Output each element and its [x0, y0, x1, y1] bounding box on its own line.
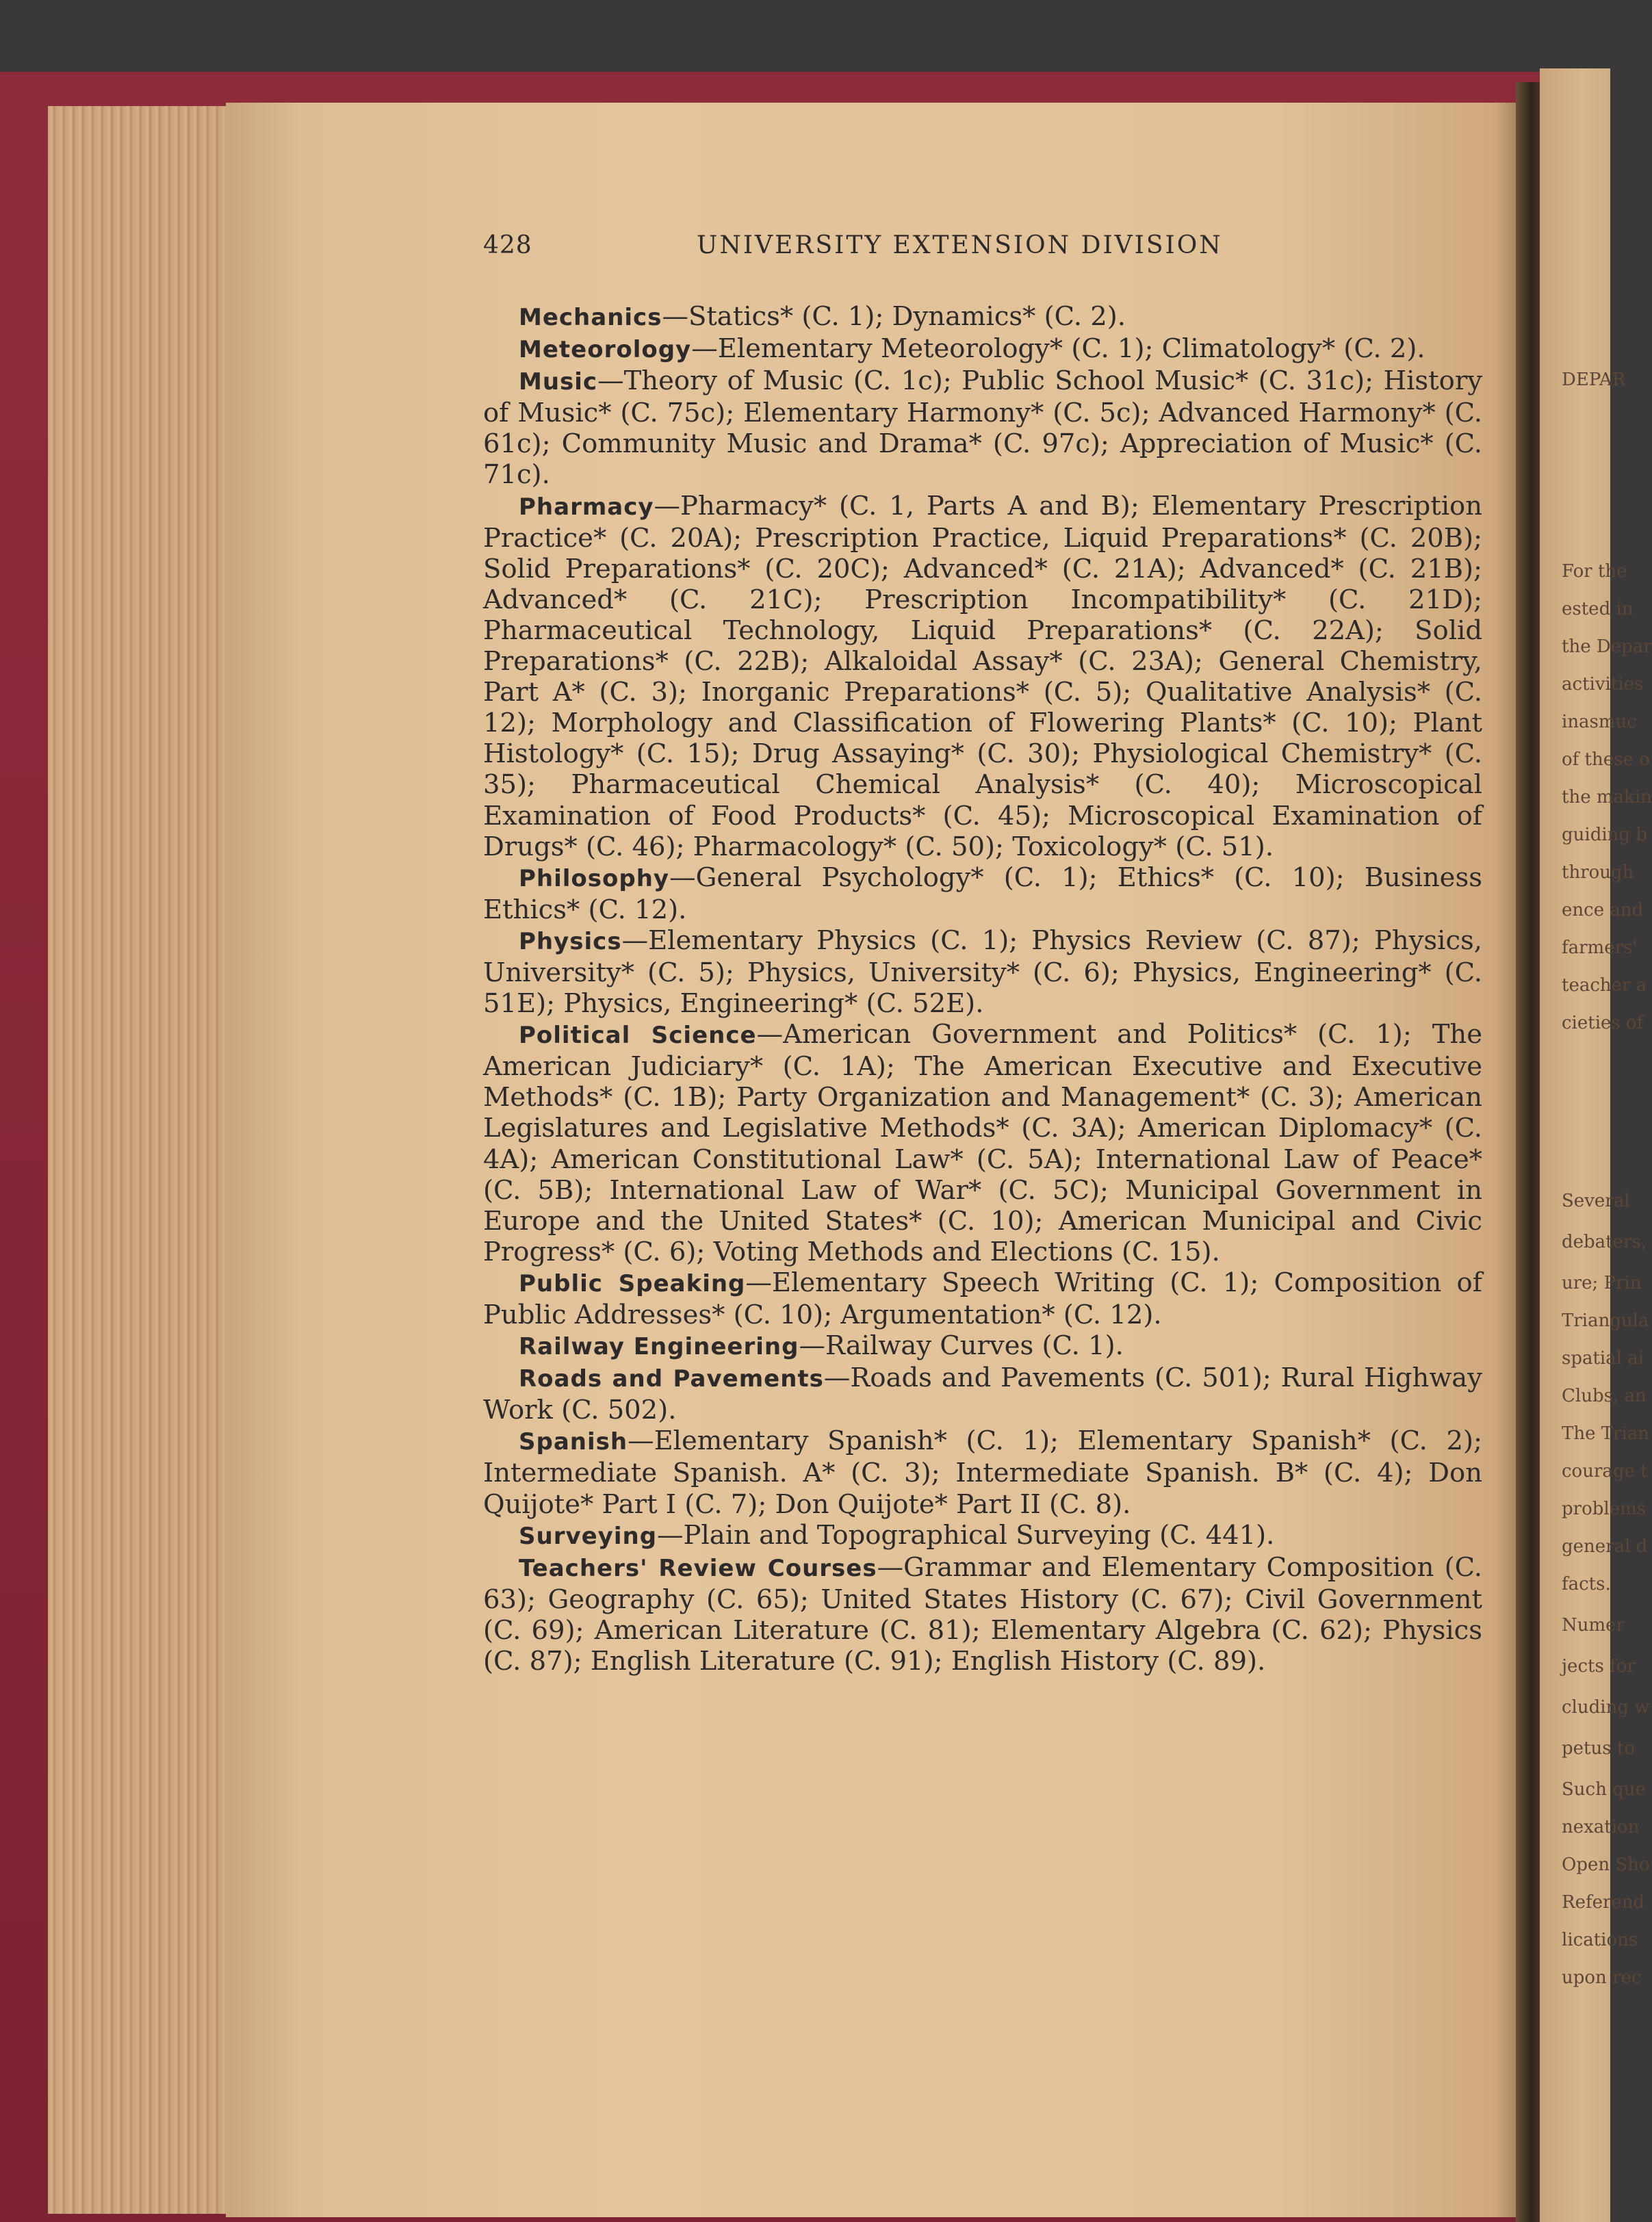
course-entry [483, 491, 1482, 862]
facing-page-fragment: Clubs, an [1562, 1386, 1647, 1406]
facing-page [1540, 68, 1652, 2222]
subject-heading: Spanish [519, 1428, 628, 1456]
facing-page-fragment: debaters, [1562, 1232, 1647, 1252]
facing-page-fragment: spatial ai [1562, 1348, 1644, 1369]
subject-heading: Mechanics [519, 304, 662, 331]
course-entry [483, 301, 1482, 333]
subject-heading: Teachers' Review Courses [519, 1554, 877, 1582]
subject-heading: Public Speaking [519, 1269, 746, 1297]
facing-page-fragment: cieties of [1562, 1013, 1644, 1033]
facing-page-fragment: courage t [1562, 1461, 1648, 1482]
course-entry [483, 925, 1482, 1019]
facing-page-fragment: problems [1562, 1499, 1647, 1519]
course-list: —Statics* (C. 1); Dynamics* (C. 2). [662, 301, 1126, 332]
facing-page-fragment: ested in [1562, 599, 1634, 619]
course-list: —Elementary Meteorology* (C. 1); Climatology* (C. 2). [691, 333, 1425, 365]
course-entry [483, 1520, 1482, 1552]
facing-page-fragment: For the [1562, 561, 1627, 582]
facing-page-fragment: Open Sho [1562, 1855, 1650, 1875]
facing-page-fragment: Numer [1562, 1615, 1625, 1636]
subject-heading: Surveying [519, 1522, 658, 1550]
facing-page-fragment: petus to [1562, 1738, 1635, 1759]
course-list: —Roads and Pavements (C. 501); Rural Highway Work (C. 502). [483, 1362, 1482, 1426]
facing-page-fragment: DEPAR [1562, 370, 1626, 390]
facing-page-fragment: the Depar [1562, 636, 1652, 657]
facing-page-fragment: The Trian [1562, 1423, 1650, 1444]
course-list: —Pharmacy* (C. 1, Parts A and B); Elementary Prescription Practice* (C. 20A); Prescription Practice, Liquid Preparations* (C. 20B); Solid Preparations* (C. 20C); Advanced* (C. 21A); Advanced* (C. 21B); Advanced* (C. 21C); Prescription Incompatibility* (C. 21D); Pharmaceutical Technology, Liquid Preparations* (C. 22A); Solid Preparations* (C. 22B); Alkaloidal Assay* (C. 23A); General Chemistry, Part A* (C. 3); Inorganic Preparations* (C. 5); Qualitative Analysis* (C. 12); Morphology and Classification of Flowering Plants* (C. 10); Plant Histology* (C. 15); Drug Assaying* (C. 30); Physiological Chemistry* (C. 35); Pharmaceutical Chemical Analysis* (C. 40); Microscopical Examination of Food Products* (C. 45); Microscopical Examination of Drugs* (C. 46); Pharmacology* (C. 50); Toxicology* (C. 51). [483, 490, 1482, 862]
subject-heading: Roads and Pavements [519, 1365, 824, 1393]
subject-heading: Music [519, 368, 598, 396]
facing-page-fragment: Triangula [1562, 1310, 1649, 1331]
facing-page-fragment: jects for [1562, 1656, 1636, 1677]
running-head-title: UNIVERSITY EXTENSION DIVISION [697, 231, 1223, 259]
subject-heading: Philosophy [519, 864, 670, 892]
subject-heading: Railway Engineering [519, 1333, 799, 1361]
facing-page-fragment: lications [1562, 1930, 1638, 1950]
facing-page-fragment: farmers' [1562, 938, 1638, 958]
facing-page-fragment: ure; Prin [1562, 1273, 1642, 1293]
course-list: —Plain and Topographical Surveying (C. 441). [657, 1519, 1275, 1551]
course-list: —Railway Curves (C. 1). [799, 1330, 1124, 1362]
facing-page-fragment: through [1562, 862, 1634, 883]
facing-page-fragment: ence and [1562, 900, 1644, 920]
course-list: —Elementary Spanish* (C. 1); Elementary Spanish* (C. 2); Intermediate Spanish. A* (C. 3); Intermediate Spanish. B* (C. 4); Don Quijote* Part I (C. 7); Don Quijote* Part II (C. 8). [483, 1425, 1482, 1520]
course-entry [483, 365, 1482, 490]
course-entry [483, 1330, 1482, 1362]
facing-page-fragment: Such que [1562, 1779, 1646, 1800]
subject-heading: Meteorology [519, 336, 692, 364]
facing-page-fragment: of these o [1562, 749, 1650, 770]
course-entries [483, 301, 1482, 1677]
course-list: —American Government and Politics* (C. 1); The American Judiciary* (C. 1A); The American Executive and Executive Methods* (C. 1B); Party Organization and Management* (C. 3); American Legislatures and Legislative Methods* (C. 3A); American Diplomacy* (C. 4A); American Constitutional Law* (C. 5A); International Law of Peace* (C. 5B); International Law of War* (C. 5C); Municipal Government in Europe and the United States* (C. 10); American Municipal and Civic Progress* (C. 6); Voting Methods and Elections (C. 15). [483, 1019, 1482, 1267]
facing-page-fragment: nexation [1562, 1817, 1640, 1837]
running-head [483, 231, 1482, 266]
facing-page-fragment: facts. [1562, 1574, 1611, 1594]
facing-page-fragment: the makin [1562, 787, 1652, 808]
facing-page-fragment: cluding w [1562, 1697, 1650, 1718]
course-list: —Elementary Physics (C. 1); Physics Review (C. 87); Physics, University* (C. 5); Physics, University* (C. 6); Physics, Engineering* (C. 51E); Physics, Engineering* (C. 52E). [483, 925, 1482, 1020]
course-list: —Theory of Music (C. 1c); Public School Music* (C. 31c); History of Music* (C. 75c); Elementary Harmony* (C. 5c); Advanced Harmony* (C. 61c); Community Music and Drama* (C. 97c); Appreciation of Music* (C. 71c). [483, 365, 1482, 491]
course-entry [483, 862, 1482, 925]
course-entry [483, 1425, 1482, 1519]
course-entry [483, 1267, 1482, 1330]
course-entry [483, 1362, 1482, 1425]
facing-page-fragment: guiding b [1562, 825, 1647, 845]
facing-page-fragment: teacher a [1562, 975, 1647, 996]
page-content [483, 231, 1482, 1677]
course-list: —General Psychology* (C. 1); Ethics* (C. 10); Business Ethics* (C. 12). [483, 862, 1482, 925]
course-entry [483, 333, 1482, 365]
subject-heading: Pharmacy [519, 493, 654, 521]
course-entry [483, 1552, 1482, 1677]
facing-page-fragment: general d [1562, 1536, 1648, 1557]
page-number: 428 [483, 231, 532, 259]
course-list: —Grammar and Elementary Composition (C. 63); Geography (C. 65); United States History (C. 67); Civil Government (C. 69); American Literature (C. 81); Elementary Algebra (C. 62); Physics (C. 87); English Literature (C. 91); English History (C. 89). [483, 1551, 1483, 1677]
facing-page-fragment: upon rec [1562, 1967, 1642, 1988]
facing-page-fragment: Referend [1562, 1892, 1645, 1913]
facing-page-fragment: activities [1562, 674, 1644, 695]
subject-heading: Physics [519, 927, 622, 955]
page-stack-edges [48, 106, 253, 2214]
course-list: —Elementary Speech Writing (C. 1); Composition of Public Addresses* (C. 10); Argumentation* (C. 12). [483, 1267, 1482, 1330]
facing-page-fragment: Several [1562, 1191, 1630, 1211]
course-entry [483, 1019, 1482, 1267]
facing-page-fragment: inasmuc [1562, 712, 1637, 732]
subject-heading: Political Science [519, 1022, 757, 1050]
